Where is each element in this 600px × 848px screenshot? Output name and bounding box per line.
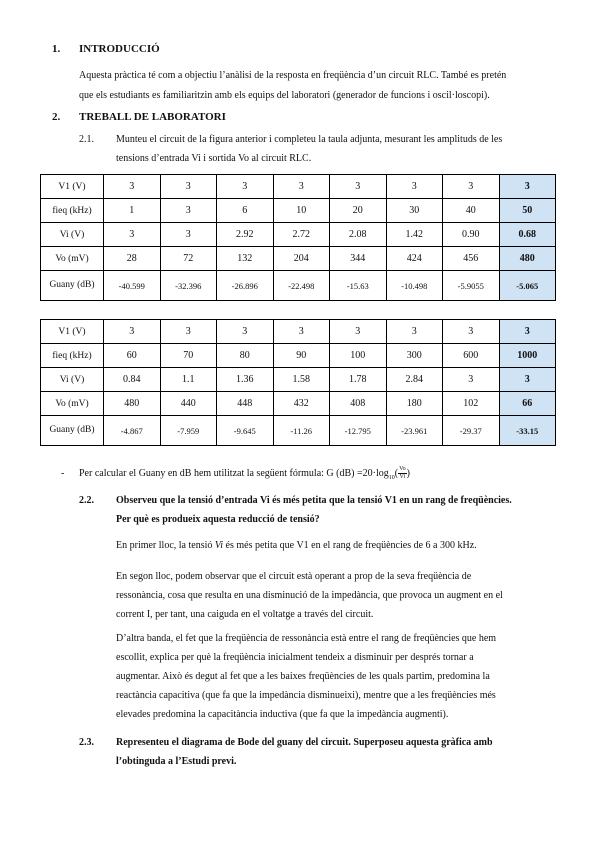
intro-line-2: que els estudiants es familiaritzin amb els equips del laboratori (generador de funcions i oscil·loscopi). <box>79 90 490 101</box>
gain-formula-fraction <box>398 466 407 481</box>
table-cell: -26.896 <box>217 271 274 301</box>
question-2-3-number: 2.3. <box>79 737 94 748</box>
answer-text-post: és més petita que V1 en el rang de freqüències de 6 a 300 kHz. <box>223 540 477 551</box>
table-cell: 1.42 <box>386 223 443 247</box>
table-row <box>41 392 556 416</box>
gain-formula-text: Per calcular el Guany en dB hem utilitzat la següent fórmula: G (dB) =20·log <box>79 468 389 479</box>
highlighted-cell: 0.68 <box>499 223 556 247</box>
answer-2-2-paragraph-1 <box>116 536 477 555</box>
table-cell: 0.84 <box>104 368 161 392</box>
measurements-table-1 <box>40 174 556 301</box>
answer-2-2-paragraph-2 <box>116 567 503 624</box>
table-row <box>41 368 556 392</box>
highlighted-cell: 50 <box>499 199 556 223</box>
highlighted-cell: 1000 <box>499 344 556 368</box>
table-cell: 1 <box>104 199 161 223</box>
answer-line: augmentar. Això és degut al fet que a les baixes freqüències de les quals partim, predomina la <box>116 671 490 682</box>
row-label: Guany (dB) <box>41 271 104 301</box>
table-cell: 20 <box>330 199 387 223</box>
table-cell: 600 <box>443 344 500 368</box>
table-row <box>41 199 556 223</box>
table-cell: 3 <box>443 320 500 344</box>
row-label: Vi (V) <box>41 368 104 392</box>
table-row <box>41 320 556 344</box>
table-cell: 3 <box>104 223 161 247</box>
table-cell: -23.961 <box>386 416 443 446</box>
row-label: Guany (dB) <box>41 416 104 446</box>
table-cell: -40.599 <box>104 271 161 301</box>
table-cell: -11.26 <box>273 416 330 446</box>
table-cell: -7.959 <box>160 416 217 446</box>
table-cell: 1.1 <box>160 368 217 392</box>
table-cell: 204 <box>273 247 330 271</box>
section-1-title: INTRODUCCIÓ <box>79 43 160 55</box>
answer-line: reactància capacitiva (que fa que la impedància disminueixi), mentre que a les freqüències més <box>116 690 496 701</box>
highlighted-cell: -33.15 <box>499 416 556 446</box>
table-cell: 132 <box>217 247 274 271</box>
table-cell: -5.9055 <box>443 271 500 301</box>
row-label: V1 (V) <box>41 175 104 199</box>
table-cell: 3 <box>160 175 217 199</box>
table-cell: -9.645 <box>217 416 274 446</box>
table-cell: 3 <box>160 199 217 223</box>
formula-bullet: - <box>61 468 65 479</box>
table-cell: 30 <box>386 199 443 223</box>
table-cell: 344 <box>330 247 387 271</box>
table-cell: 3 <box>330 175 387 199</box>
table-cell: 424 <box>386 247 443 271</box>
question-2-3-line-2: l’obtinguda a l’Estudi previ. <box>116 756 237 767</box>
highlighted-cell: 3 <box>499 320 556 344</box>
table-cell: 2.72 <box>273 223 330 247</box>
row-label: Vo (mV) <box>41 392 104 416</box>
table-cell: 40 <box>443 199 500 223</box>
highlighted-cell: -5.065 <box>499 271 556 301</box>
table-cell: 3 <box>160 223 217 247</box>
table-cell: 80 <box>217 344 274 368</box>
table-cell: 300 <box>386 344 443 368</box>
table-cell: -29.37 <box>443 416 500 446</box>
table-cell: 440 <box>160 392 217 416</box>
table-cell: 28 <box>104 247 161 271</box>
table-cell: 3 <box>160 320 217 344</box>
table-cell: 1.36 <box>217 368 274 392</box>
intro-line-1: Aquesta pràctica té com a objectiu l’anàlisi de la resposta en freqüència d’un circuit RLC. També es pretén <box>79 70 507 81</box>
table-cell: -32.396 <box>160 271 217 301</box>
table-cell: 3 <box>104 175 161 199</box>
table-cell: -4.867 <box>104 416 161 446</box>
highlighted-cell: 480 <box>499 247 556 271</box>
table-row <box>41 175 556 199</box>
row-label: fieq (kHz) <box>41 344 104 368</box>
table-cell: -15.63 <box>330 271 387 301</box>
measurements-table-2 <box>40 319 556 446</box>
section-1-number: 1. <box>52 43 61 55</box>
table-cell: 3 <box>217 320 274 344</box>
table-cell: 3 <box>443 368 500 392</box>
subsection-2-1-number: 2.1. <box>79 134 94 145</box>
table-cell: 90 <box>273 344 330 368</box>
highlighted-cell: 66 <box>499 392 556 416</box>
table-cell: 3 <box>330 320 387 344</box>
question-2-3-line-1: Representeu el diagrama de Bode del guany del circuit. Superposeu aquesta gràfica amb <box>116 737 493 748</box>
table-cell: -22.498 <box>273 271 330 301</box>
row-label: fieq (kHz) <box>41 199 104 223</box>
gain-formula: Per calcular el Guany en dB hem utilitzat la següent fórmula: G $(dB) =20\cdot\log_{10}$( $\frac{Vo}{Vi}$ ) <box>79 466 410 481</box>
table-cell: 3 <box>273 175 330 199</box>
table-cell: 3 <box>386 320 443 344</box>
answer-line: corrent I, per tant, una caiguda en el voltatge a través del circuit. <box>116 609 374 620</box>
table-cell: 100 <box>330 344 387 368</box>
answer-variable-vi: Vi <box>214 540 224 551</box>
answer-2-2-paragraph-3 <box>116 629 496 724</box>
row-label: V1 (V) <box>41 320 104 344</box>
answer-line: escollit, explica per què la freqüència inicialment tendeix a disminuir per després tornar a <box>116 652 474 663</box>
table-cell: 6 <box>217 199 274 223</box>
table-row <box>41 344 556 368</box>
subsection-2-1-line-2: tensions d’entrada Vi i sortida Vo al circuit RLC. <box>116 153 312 164</box>
gain-formula-numerator: Vo <box>399 466 406 473</box>
table-cell: 480 <box>104 392 161 416</box>
answer-line: D’altra banda, el fet que la freqüència de ressonància està entre el rang de freqüències que hem <box>116 633 497 644</box>
table-cell: -12.795 <box>330 416 387 446</box>
table-row <box>41 223 556 247</box>
table-cell: 2.08 <box>330 223 387 247</box>
table-cell: 102 <box>443 392 500 416</box>
table-cell: 1.78 <box>330 368 387 392</box>
table-cell: 180 <box>386 392 443 416</box>
table-row <box>41 247 556 271</box>
table-cell: 448 <box>217 392 274 416</box>
table-row <box>41 416 556 446</box>
highlighted-cell: 3 <box>499 175 556 199</box>
table-row <box>41 271 556 301</box>
table-cell: 3 <box>217 175 274 199</box>
table-cell: 432 <box>273 392 330 416</box>
answer-line: En segon lloc, podem observar que el circuit està operant a prop de la seva freqüència de <box>116 571 472 582</box>
table-cell: -10.498 <box>386 271 443 301</box>
question-2-2-number: 2.2. <box>79 495 94 506</box>
answer-text-pre: En primer lloc, la tensió <box>116 540 215 551</box>
section-2-title: TREBALL DE LABORATORI <box>79 111 226 123</box>
section-2-number: 2. <box>52 111 61 123</box>
subsection-2-1-line-1: Munteu el circuit de la figura anterior i completeu la taula adjunta, mesurant les amplituds de les <box>116 134 503 145</box>
gain-formula-denominator: Vi <box>399 474 406 481</box>
highlighted-cell: 3 <box>499 368 556 392</box>
table-cell: 3 <box>386 175 443 199</box>
table-cell: 3 <box>443 175 500 199</box>
table-cell: 3 <box>273 320 330 344</box>
question-2-2-line-1: Observeu que la tensió d’entrada Vi és més petita que la tensió V1 en un rang de freqüències. <box>116 495 512 506</box>
gain-formula-log-base: 10 <box>388 475 395 481</box>
answer-line: ressonància, cosa que resulta en una disminució de la impedància, que provoca un augment en el <box>116 590 503 601</box>
table-cell: 0.90 <box>443 223 500 247</box>
table-cell: 456 <box>443 247 500 271</box>
row-label: Vi (V) <box>41 223 104 247</box>
table-cell: 60 <box>104 344 161 368</box>
question-2-2-line-2: Per què es produeix aquesta reducció de tensió? <box>116 514 320 525</box>
table-cell: 3 <box>104 320 161 344</box>
row-label: Vo (mV) <box>41 247 104 271</box>
answer-line: elevades predomina la capacitància inductiva (que fa que la impedància augmenti). <box>116 709 449 720</box>
table-cell: 70 <box>160 344 217 368</box>
table-cell: 72 <box>160 247 217 271</box>
table-cell: 2.92 <box>217 223 274 247</box>
table-cell: 408 <box>330 392 387 416</box>
table-cell: 2.84 <box>386 368 443 392</box>
table-cell: 10 <box>273 199 330 223</box>
table-cell: 1.58 <box>273 368 330 392</box>
